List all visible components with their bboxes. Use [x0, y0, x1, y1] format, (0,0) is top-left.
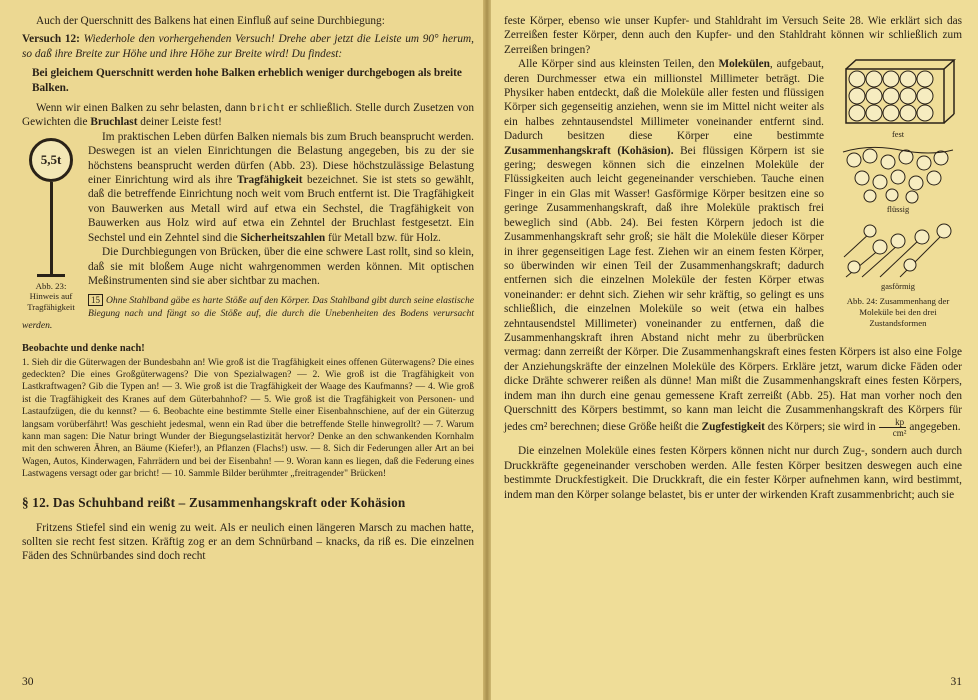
- page-number-right: 31: [950, 676, 962, 688]
- right-page: [486, 0, 978, 700]
- result-statement: Bei gleichem Querschnitt werden hohe Balken erheblich weniger durchgebogen als breite Balken.: [32, 67, 462, 94]
- page-number-left: 30: [22, 676, 34, 688]
- gas-molecules-icon: [840, 219, 956, 281]
- paragraph-molecules: Alle Körper sind aus kleinsten Teilen, den Molekülen, aufgebaut, deren Durchmesser etwa ein millionstel Millimeter beträgt. Die Physiker haben entdeckt, daß die Moleküle aller festen und flüssigen Körper sich gegenseitig anziehen, wenn sie im Mittel nicht weiter als ein halbes zehntausendstel Millimeter voneinander entfernt sind. Dadurch besitzen diese Körper eine bestimmte Zusammenhangskraft (Kohäsion). Bei flüssigen Körpern ist sie gering; deswegen können sich die einzelnen Moleküle der Flüssigkeiten auch leicht gegeneinander verschieben. Tauche einen Finger in ein Glas mit Wasser! Gasförmige Körper besitzen eine so geringe Zusammenhangskraft, daß ihre Moleküle praktisch frei beweglich sind (Abb. 24). Bei festen Körpern jedoch ist die Zusammenhangskraft sehr groß; sie hält die Moleküle dieser Körper in ihrer gegenseitigen Lage fest. Ziehen wir an einem festen Körper, so überwinden wir einen Teil der Zusammenhangskraft; dadurch entfernen sich die einzelnen Moleküle der festen Körper etwas voneinander: er dehnt sich. Ziehen wir sehr kräftig, so gelingt es uns schließlich, die einzelnen Moleküle so weit (etwa ein halbes zehntausendstel Millimeter) voneinander zu entfernen, daß die Zusammenhangskraft ihren Abstand nicht mehr zu überbrücken vermag: dann zerreißt der Körper. Die Zusammenhangskraft eines festen Körpers ist also eine Folge der Anziehungskräfte der einzelnen Moleküle des Körpers. Erkläre jetzt, warum dicke Fäden oder dicke Drähte schwerer reißen als dünne! Man mißt die Zusammenhangskraft eines festen Körpers, indem man ihn durch eine genau gemessene Kraft zerreißt (Abb. 25). Hat man vorher noch den Querschnitt des Körpers bestimmt, so kann man leicht die Zusammenhangskraft des Körpers für jedes cm² berechnen; diese Größe heißt die Zugfestigkeit des Körpers; sie wird in $\frac{kp}{\text{cm²}}$ angegeben.: [504, 58, 962, 439]
- paragraph-breaking-load: Wenn wir einen Balken zu sehr belasten, dann bricht er schließlich. Stelle durch Zusetzen von Gewichten die Bruchlast deiner Leiste fest!: [22, 102, 474, 129]
- intro-text: Auch der Querschnitt des Balkens hat einen Einfluß auf seine Durchbiegung:: [36, 15, 385, 27]
- paragraph-load-capacity: Im praktischen Leben dürfen Balken niemals bis zum Bruch beansprucht werden. Deswegen ist an vielen Einrichtungen die Belastung angegeben, bis zu der sie höchstens beansprucht werden dürfen (Abb. 23). Diese höchstzulässige Belastung einer Einrichtung wird als ihre Tragfähigkeit bezeichnet. Sie ist stets so gewählt, daß die betreffende Einrichtung noch weit vom Bruch entfernt ist. Die Tragfähigkeit von Bauwerken aus Metall wird auf etwa ein Sechstel, die Tragfähigkeit von Bauwerken aus Holz wird auf etwa ein Zehntel der Bruchlast festgesetzt. Ein Sechstel und ein Zehntel sind die Sicherheitszahlen für Metall bzw. für Holz.: [88, 130, 474, 244]
- figure-24: [834, 57, 962, 328]
- figure-23: [22, 130, 80, 313]
- observe-heading: Beobachte und denke nach!: [22, 342, 145, 354]
- unit-fraction: $\frac{kp}{\text{cm²}}$: [879, 417, 907, 438]
- continuation-text: feste Körper, ebenso wie unser Kupfer- und Stahldraht im Versuch Seite 28. Wie erklärt sich das Zerreißen fester Körper, denn auch den Kupfer- und den Stahldraht können wir schließlich zum Zerreißen bringen?: [504, 15, 962, 56]
- paragraph-bridges: Die Durchbiegungen von Brücken, über die eine schwere Last rollt, sind so klein, daß sie mit bloßem Auge nicht wahrgenommen werden können. Mit optischen Meßinstrumenten sind sie aber sichtbar zu machen.: [88, 246, 474, 287]
- sign-pole: [50, 182, 53, 274]
- paragraph-compression: Die einzelnen Moleküle eines festen Körpers können nicht nur durch Zug-, sondern auch durch Druckkräfte gegeneinander verschoben werden. Alle festen Körper besitzen deswegen auch eine bestimmte Druckfestigkeit. Die Druckkraft, die ein fester Körper aufnehmen kann, wird bestimmt, indem man den Körper solange belastet, bis er unter der wirkenden Kraft zusammenbricht; auch sie: [504, 445, 962, 501]
- label-solid: fest: [891, 130, 905, 140]
- experiment-text: Wiederhole den vorhergehenden Versuch! Drehe aber jetzt die Leiste um 90° herum, so daß ihre Breite zur Höhe und ihre Höhe zur Breite wird! Du findest:: [22, 33, 474, 60]
- figure-24-caption: Abb. 24: Zusammenhang der Moleküle bei den drei Zustandsformen: [846, 296, 950, 328]
- experiment-label: Versuch 12:: [22, 33, 80, 46]
- figure-23-caption: Abb. 23: Hinweis auf Tragfähigkeit: [27, 280, 75, 313]
- load-sign-icon: 5,5t: [29, 138, 73, 182]
- observe-questions: 1. Sieh dir die Güterwagen der Bundesbahn an! Wie groß ist die Tragfähigkeit eines offenen Güterwagens? Die eines gedeckten? Die eines Großgüterwagens? Die von Spezialwagen? — 2. Wie groß ist die Tragfähigkeit von Lastkraftwagen? Gib die Typen an! — 3. Wie groß ist die Tragfähigkeit der Waage des Kaufmanns? — 4. Wie groß ist die Tragfähigkeit des Kranes auf dem Güterbahnhof? — 5. Wie groß ist die Tragfähigkeit von Personen- und Lastaufzügen, die du kennst? — 6. Beobachte eine bestimmte Stelle einer Eisenbahnschiene, auf der ein Güterzug langsam vorüberfährt! Was geschieht jedesmal, wenn ein Rad über die betreffende Stelle hinwegrollt? — 7. Warum kann man sagen: Die Natur bringt Wunder der Biegungselastizität hervor? Denke an den schwankenden Kornhalm mit den schweren Ähren, an Bäume (Kiefer!), an Pflanzen (Flachs!) usw. — 8. Sich dir Federungen aller Art an bei Wagen, Autos, Kinderwagen, Fahrrädern und bei der Eisenbahn! — 9. Woran kann es liegen, daß die Federung eines Lastwagens versagt oder gar bricht! — 10. Sammle Bilder berühmter „freitragender" Brücken!: [22, 356, 474, 480]
- solid-molecules-icon: [840, 57, 956, 129]
- section-12-heading: § 12. Das Schuhband reißt – Zusammenhangskraft oder Kohäsion: [22, 494, 406, 510]
- book-gutter: [483, 0, 491, 700]
- experiment-12: [22, 32, 474, 61]
- footnote-number: 15: [88, 294, 103, 306]
- sign-ground: [37, 274, 65, 277]
- label-liquid: flüssig: [886, 205, 910, 215]
- paragraph-shoelace: Fritzens Stiefel sind ein wenig zu weit. Als er neulich einen längeren Marsch zu machen hatte, sollten sie recht fest sitzen. Kräftig zog er an dem Schnürband – knacks, da riß es. Die einzelnen Fäden des Schnürbandes sind doch recht: [22, 521, 474, 563]
- left-page: [0, 0, 486, 700]
- label-gas: gasförmig: [881, 282, 915, 292]
- liquid-molecules-icon: [840, 144, 956, 204]
- footnote-15: 15 Ohne Stahlband gäbe es harte Stöße auf den Körper. Das Stahlband gibt durch seine elastische Biegung nach und fängt so die Stöße auf, die durch die Unebenheiten des Bodens verursacht werden.: [22, 295, 474, 332]
